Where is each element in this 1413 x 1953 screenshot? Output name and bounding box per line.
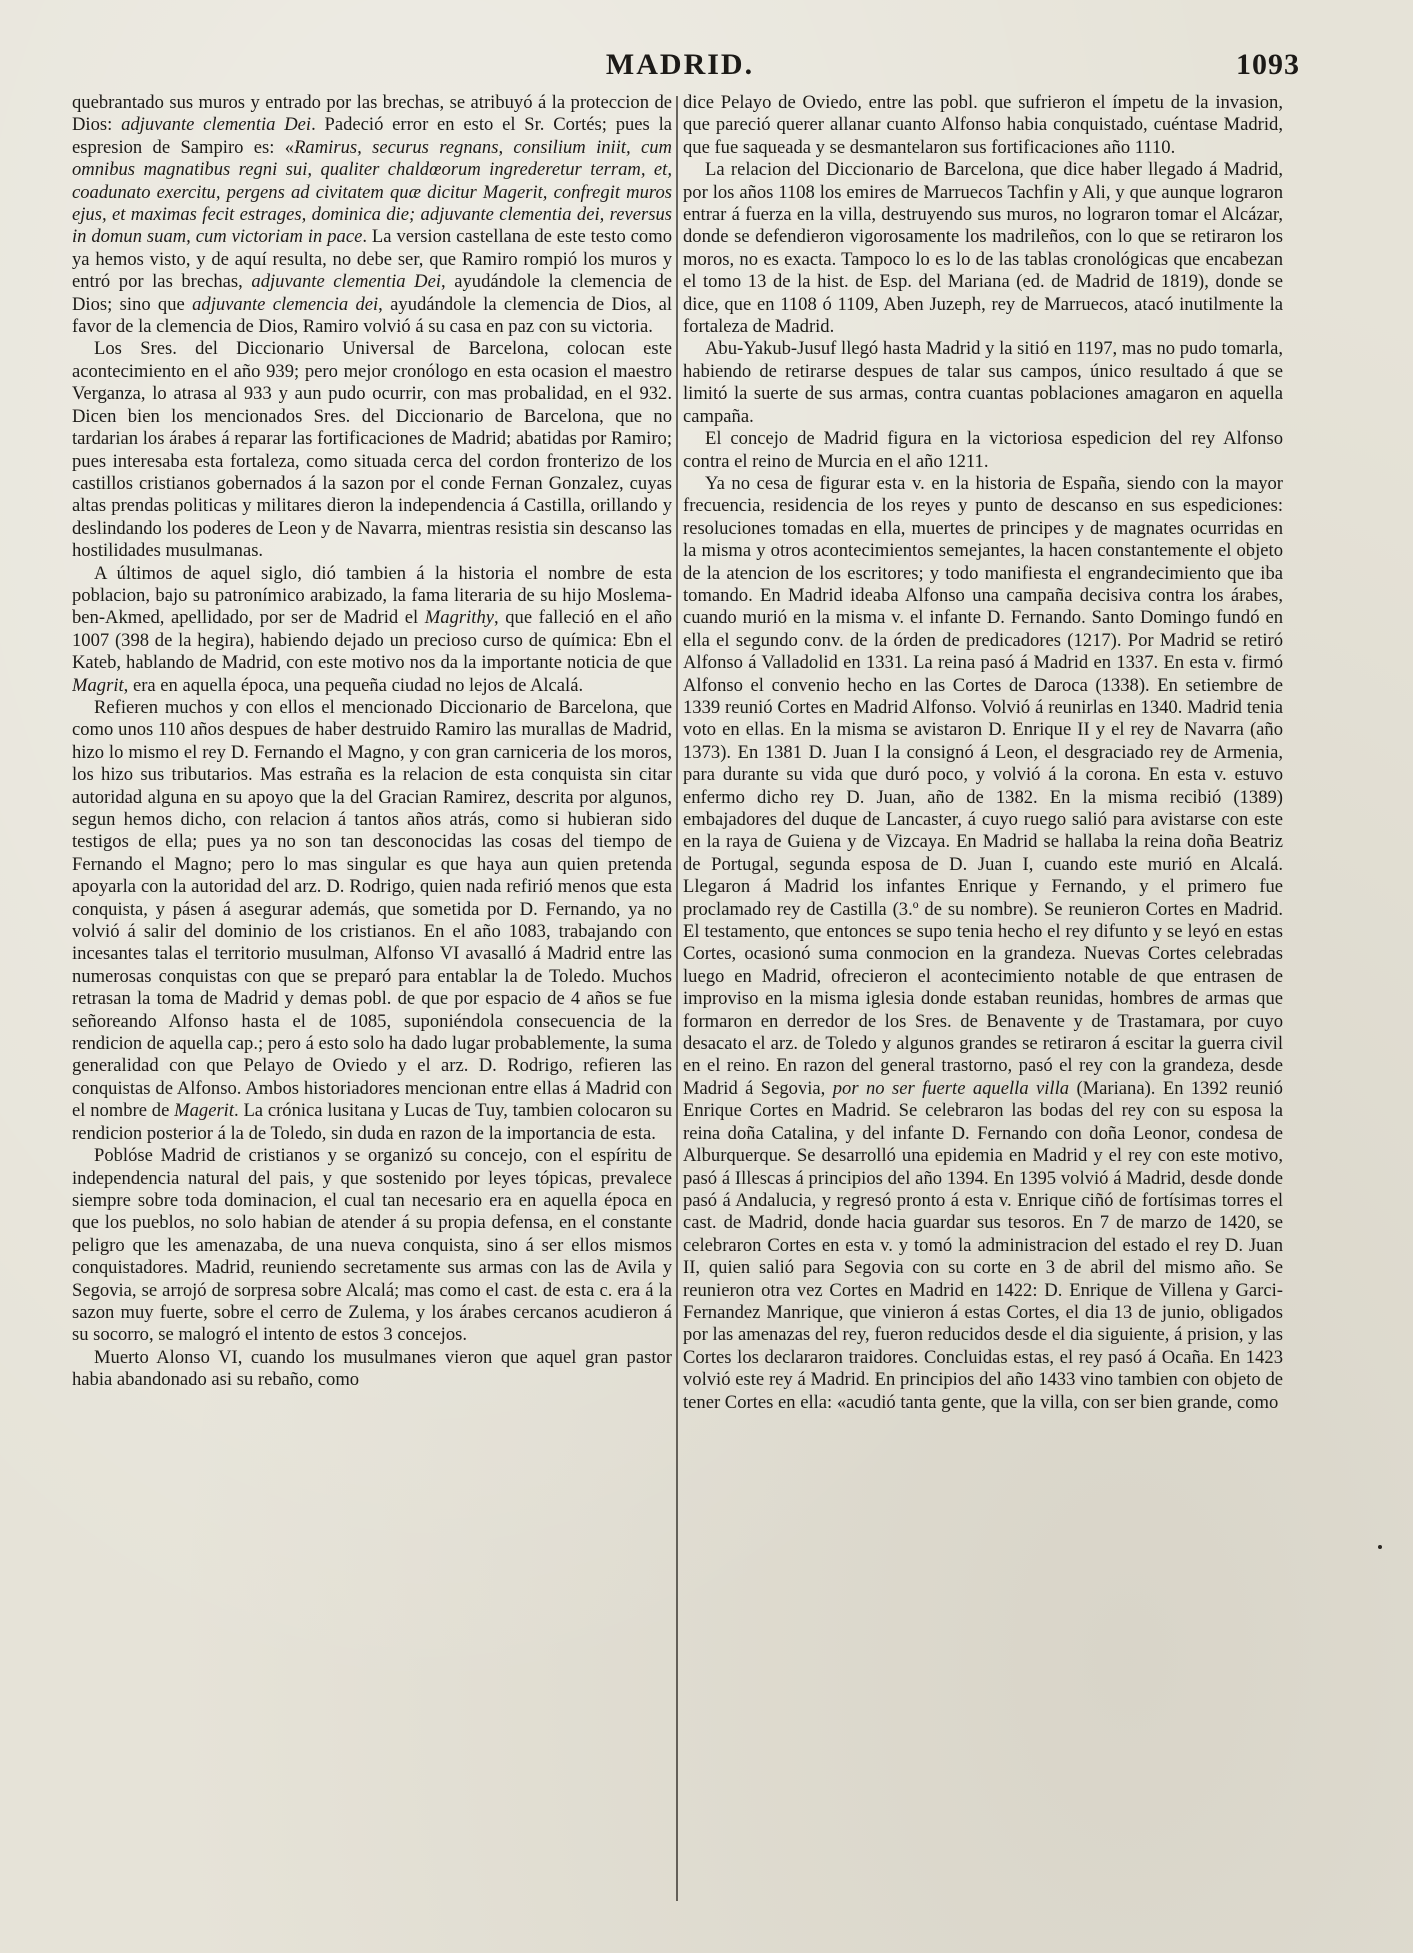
italic-text: Magrit (72, 674, 124, 696)
paragraph (72, 1347, 672, 1392)
italic-text: Ramirus, securus regnans, consilium iniit, cum omnibus magnatibus regni sui, qualiter chaldœorum ingrederetur terram, et, coadunato exercitu, pergens ad civitatem quæ dicitur Magerit, confregit muros ejus, et maximas fecit estrages, dominica die; adjuvante clementia dei, reversus in domun suam, cum victoriam in pace (72, 136, 672, 248)
text-run: Poblóse Madrid de cristianos y se organizó su concejo, con el espíritu de independencia natural del pais, y que sostenido por leyes tópicas, prevalece siempre sobre toda dominacion, el cual tan necesario era en aquella época en que los pueblos, no solo habian de atender á su propia defensa, en el constante peligro que les amenazaba, de una nueva conquista, sino á ser ellos mismos conquistadores. Madrid, reuniendo secretamente sus armas con las de Avila y Segovia, se arrojó de sorpresa sobre Alcalá; mas como el cast. de esta c. era á la sazon muy fuerte, sobre el cerro de Zulema, y los árabes cercanos acudieron á su socorro, se malogró el intento de estos 3 concejos. (72, 1145, 672, 1346)
text-run: , era en aquella época, una pequeña ciudad no lejos de Alcalá. (123, 674, 584, 696)
text-run: Ya no cesa de figurar esta v. en la historia de España, siendo con la mayor frecuencia, residencia de los reyes y punto de descanso en sus espediciones: resoluciones tomadas en ella, muertes de principes y de magnates ocurridas en la misma y otros acontecimientos semejantes, la hacen constantemente el objeto de la atencion de los escritores; y todo manifiesta el engrandecimiento que iba tomando. En Madrid ideaba Alfonso una campaña decisiva contra los árabes, cuando murió en la misma v. el infante D. Fernando. Santo Domingo fundó en ella el segundo conv. de la órden de predicadores (1217). Por Madrid se retiró Alfonso á Valladolid en 1331. La reina pasó á Madrid en 1337. En esta v. firmó Alfonso el convenio hecho en las Cortes de Daroca (1338). En setiembre de 1339 reunió Cortes en Madrid Alfonso. Volvió á reunirlas en 1340. Madrid tenia voto en ellas. En la misma se avistaron D. Enrique II y el rey de Navarra (año 1373). En 1381 D. Juan I la consignó á Leon, el desgraciado rey de Armenia, para durante su vida que duró poco, y volvió á la corona. En esta v. estuvo enfermo dicho rey D. Juan, año de 1382. En la misma recibió (1389) embajadores del duque de Lancaster, á cuyo ruego salió para avistarse con este en la raya de Guiena y de Vizcaya. En Madrid se hallaba la reina doña Beatriz de Portugal, segunda esposa de D. Juan I, cuando este murió en Alcalá. Llegaron á Madrid los infantes Enrique y Fernando, y el primero fue proclamado rey de Castilla (3.º de su nombre). Se reunieron Cortes en Madrid. El testamento, que entonces se supo tenia hecho el rey difunto y se leyó en estas Cortes, ocasionó suma conmocion en la grandeza. Nuevas Cortes celebradas luego en Madrid, ofrecieron el acontecimiento notable de que entrasen de improviso en la misma iglesia donde estaban reunidas, hombres de armas que formaron en derredor de los Sres. de Benavente y de Trastamara, por cuyo desacato el arz. de Toledo y algunos grandes se retiraron á escitar la guerra civil en el reino. En razon del general trastorno, pasó el rey con la grandeza, desde Madrid á Segovia, (683, 472, 1283, 1099)
paragraph (72, 563, 672, 697)
paragraph (72, 338, 672, 562)
italic-text: adjuvante clementia Dei (121, 114, 312, 136)
text-run: quebrantado sus muros y entrado por las brechas, se atribuyó á la proteccion de Dios: (72, 92, 672, 136)
paragraph (72, 1145, 672, 1347)
paragraph (683, 338, 1283, 428)
left-column (72, 92, 672, 1912)
running-header (0, 48, 1413, 88)
page-number: 1093 (1236, 48, 1300, 81)
paragraph (72, 92, 672, 338)
text-run: . La version castellana de este testo como ya hemos visto, y de aquí resulta, no debe ser, que Ramiro rompió los muros y entró por las brechas, (72, 226, 672, 293)
text-run: A últimos de aquel siglo, dió tambien á la historia el nombre de esta poblacion, bajo su patronímico arabizado, la fama literaria de su hijo Moslema-ben-Akmed, apellidado, por ser de Madrid el (72, 562, 672, 629)
text-run: El concejo de Madrid figura en la victoriosa espedicion del rey Alfonso contra el reino de Murcia en el año 1211. (683, 428, 1283, 472)
italic-text: adjuvante clementia Dei (251, 271, 441, 293)
paragraph (683, 159, 1283, 338)
text-run: , ayudándole la clemencia de Dios, al favor de la clemencia de Dios, Ramiro volvió á su casa en paz con su victoria. (72, 293, 672, 338)
paragraph (72, 697, 672, 1145)
text-run: , que falleció en el año 1007 (398 de la hegira), habiendo dejado un precioso curso de química: Ebn el Kateb, hablando de Madrid, con este motivo nos da la importante noticia de que (72, 607, 672, 674)
column-divider (676, 96, 678, 1901)
italic-text: Magrithy (424, 607, 494, 629)
page-title: MADRID. (605, 48, 755, 81)
paragraph (683, 473, 1283, 1414)
text-run: Refieren muchos y con ellos el mencionado Diccionario de Barcelona, que como unos 110 años despues de haber destruido Ramiro las murallas de Madrid, hizo lo mismo el rey D. Fernando el Magno, y con gran carniceria de los moros, los hizo sus tributarios. Mas estraña es la relacion de esta conquista sin citar autoridad alguna en su apoyo que la del Gracian Ramirez, descrita por algunos, segun hemos dicho, con relacion á tantos años atrás, como si hubieran sido testigos de ella; pues ya no son tan desconocidas las cosas del tiempo de Fernando el Magno; pero lo mas singular es que haya aun quien pretenda apoyarla con la autoridad del arz. D. Rodrigo, quien nada refirió menos que esta conquista, y pásen á asegurar además, que sometida por D. Fernando, ya no volvió á salir del dominio de los cristianos. En el año 1083, trabajando con incesantes talas el territorio musulman, Alfonso VI avasalló á Madrid entre las numerosas conquistas con que se preparó para entablar la de Toledo. Muchos retrasan la toma de Madrid y demas pobl. de que por espacio de 4 años se fue señoreando Alfonso hasta el de 1085, suponiéndola consecuencia de la rendicion de aquella cap.; pero á esto solo ha dado lugar probablemente, la suma generalidad con que Pelayo de Oviedo y el arz. D. Rodrigo, refieren las conquistas de Alfonso. Ambos historiadores mencionan entre ellas á Madrid con el nombre de (72, 696, 672, 1122)
text-run: La relacion del Diccionario de Barcelona, que dice haber llegado á Madrid, por los años 1108 los emires de Marruecos Tachfin y Ali, y que aunque lograron entrar á fuerza en la villa, destruyendo sus muros, no lograron tomar el Alcázar, donde se defendieron vigorosamente los madrileños, con lo que se retiraron los moros, no es exacta. Tampoco lo es lo de las tablas cronológicas que encabezan el tomo 13 de la hist. de Esp. del Mariana (ed. de Madrid de 1819), donde se dice, que en 1108 ó 1109, Aben Juzeph, rey de Marruecos, atacó inutilmente la fortaleza de Madrid. (683, 159, 1283, 338)
paragraph (683, 92, 1283, 159)
text-run: (Mariana). En 1392 reunió Enrique Cortes en Madrid. Se celebraron las bodas del rey con su esposa la reina doña Catalina, y del infante D. Fernando con doña Leonor, condesa de Alburquerque. Se desarrolló una epidemia en Madrid y el rey con este motivo, pasó á Illescas á principios del año 1394. En 1395 volvió á Madrid, desde donde pasó á Andalucia, y regresó pronto á esta v. Enrique ciñó de fortísimas torres el cast. de Madrid, donde hacia guardar sus tesoros. En 7 de marzo de 1420, se celebraron Cortes en esta v. y tomó la administracion del estado el rey D. Juan II, quien salió para Segovia con su corte en 3 de abril del mismo año. Se reunieron otra vez Cortes en Madrid en 1422: D. Enrique de Villena y Garci-Fernandez Manrique, que vinieron á estas Cortes, el dia 13 de junio, obligados por las amenazas del rey, fueron reducidos desde el dia siguiente, á prision, y las Cortes los declararon traidores. Concluidas estas, el rey pasó á Ocaña. En 1423 volvió este rey á Madrid. En principios del año 1433 vino tambien con objeto de tener Cortes en ella: «acudió tanta gente, que la villa, con ser bien grande, como (683, 1077, 1283, 1413)
italic-text: adjuvante clemencia dei (192, 293, 379, 315)
text-run: , ayudándole la clemencia de Dios; sino que (72, 271, 672, 315)
text-run: Abu-Yakub-Jusuf llegó hasta Madrid y la sitió en 1197, mas no pudo tomarla, habiendo de retirarse despues de talar sus campos, único resultado á que se limitó la suerte de sus armas, contra cuantas poblaciones amagaron en aquella campaña. (683, 338, 1283, 427)
text-run: Los Sres. del Diccionario Universal de Barcelona, colocan este acontecimiento en el año 939; pero mejor cronólogo en esta ocasion el maestro Verganza, lo atrasa al 933 y aun pudo ocurrir, con mas probalidad, en el 932. Dicen bien los mencionados Sres. del Diccionario de Barcelona, que no tardarian los árabes á reparar las fortificaciones de Madrid; abatidas por Ramiro; pues interesaba esta fortaleza, como situada cerca del cordon fronterizo de los castillos cristianos gobernados á la sazon por el conde Fernan Gonzalez, cuyas altas prendas politicas y militares dieron la independencia á Castilla, orillando y deslindando los poderes de Leon y de Navarra, mientras resistia sin descanso las hostilidades musulmanas. (72, 338, 672, 562)
text-run: . Padeció error en esto el Sr. Cortés; pues la espresion de Sampiro es: « (72, 114, 672, 158)
print-speck (1378, 1545, 1382, 1549)
right-column (683, 92, 1283, 1912)
italic-text: Magerit (174, 1100, 235, 1122)
text-run: dice Pelayo de Oviedo, entre las pobl. que sufrieron el ímpetu de la invasion, que pareció querer allanar cuanto Alfonso habia conquistado, cuéntase Madrid, que fue saqueada y se desmantelaron sus fortificaciones año 1110. (683, 92, 1283, 158)
text-run: Muerto Alonso VI, cuando los musulmanes vieron que aquel gran pastor habia abandonado asi su rebaño, como (72, 1346, 672, 1391)
text-run: . La crónica lusitana y Lucas de Tuy, tambien colocaron su rendicion posterior á la de Toledo, sin duda en razon de la importancia de esta. (72, 1100, 672, 1144)
paragraph (683, 428, 1283, 473)
italic-text: por no ser fuerte aquella villa (832, 1077, 1070, 1099)
